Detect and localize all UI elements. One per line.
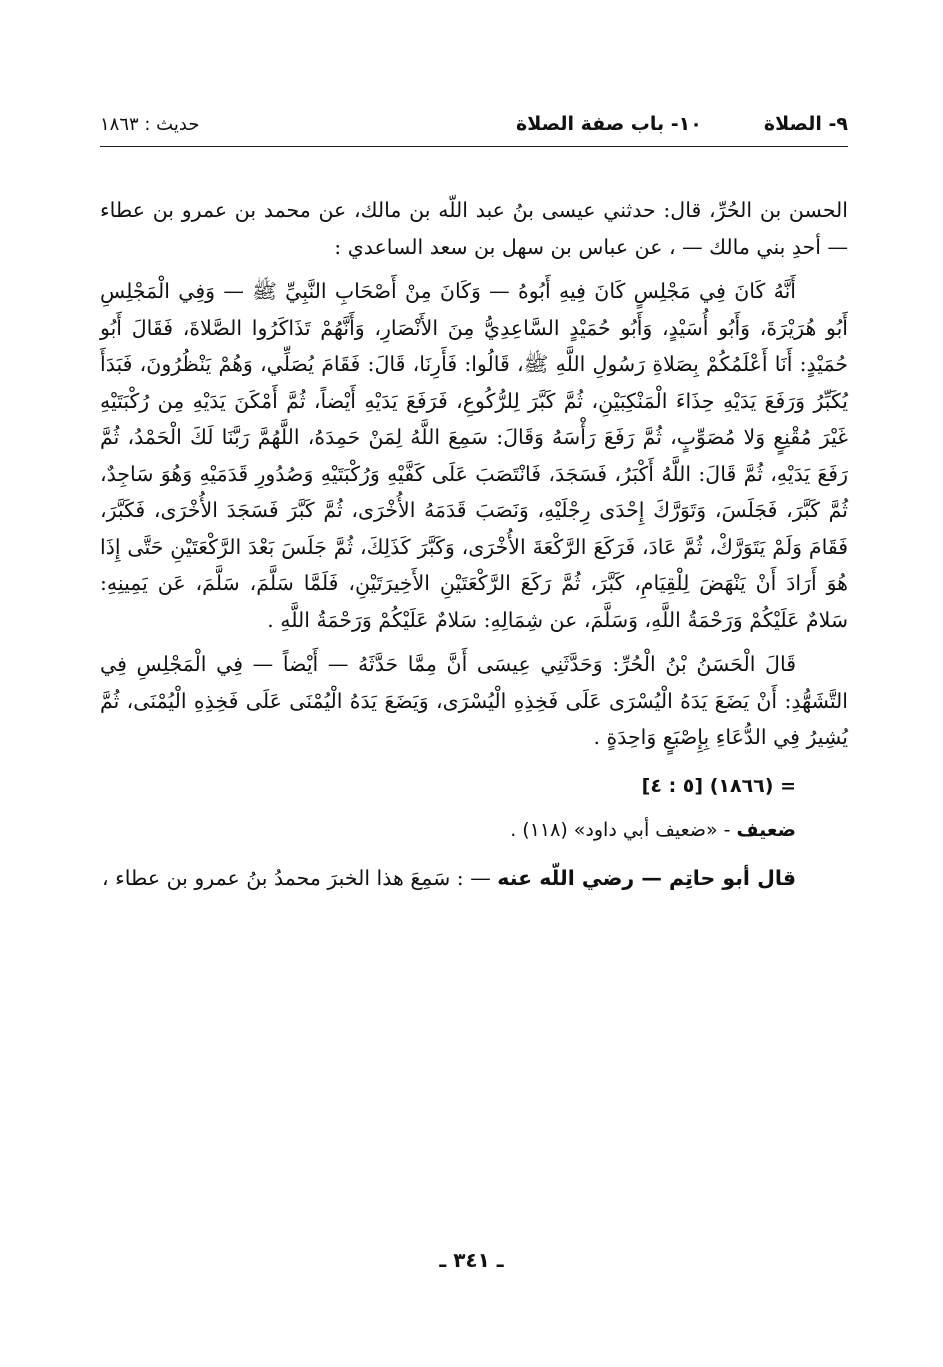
isnad-paragraph: الحسن بن الحُرِّ، قال: حدثني عيسى بنُ عبد اللّه بن مالك، عن محمد بن عمرو بن عطاء — أحدِ بني مالك — ، عن عباس بن سهل بن سعد الساعدي : <box>100 198 848 259</box>
header-divider <box>100 146 848 147</box>
final-line <box>100 860 848 896</box>
cross-reference: = (١٨٦٦) [٥ : ٤] <box>641 774 796 797</box>
second-report-paragraph: قَالَ الْحَسَنُ بْنُ الْحُرِّ: وَحَدَّثَنِي عِيسَى أَنَّ مِمَّا حَدَّثَهُ — أَيْضاً — فِي الْمَجْلِسِ فِي التَّشَهُّدِ: أَنْ يَضَعَ يَدَهُ الْيُسْرَى عَلَى فَخِذِهِ الْيُسْرَى، وَيَضَعَ يَدَهُ الْيُمْنَى عَلَى فَخِذِهِ الْيُمْنَى، ثُمَّ يُشِيرُ فِي الدُّعَاءِ بِإِصْبَعٍ وَاحِدَةٍ . <box>100 652 848 749</box>
hadith-number: حديث : ١٨٦٣ <box>100 113 200 135</box>
page-number: ـ ٣٤١ ـ <box>439 1248 504 1272</box>
matn-paragraph: أَنَّهُ كَانَ فِي مَجْلِسٍ كَانَ فِيهِ أَبُوهُ — وَكَانَ مِنْ أَصْحَابِ النَّبِيِّ ﷺ — وَفِي الْمَجْلِسِ أَبُو هُرَيْرَةَ، وَأَبُو أُسَيْدٍ، وَأَبُو حُمَيْدٍ السَّاعِدِيُّ مِنَ الأَنْصَارِ، وَأَنَّهُمْ تَذَاكَرُوا الصَّلاةَ، فَقَالَ أَبُو حُمَيْدٍ: أَنَا أَعْلَمُكُمْ بِصَلاةِ رَسُولِ اللَّهِ ﷺ، قَالُوا: فَأَرِنَا، قَالَ: فَقَامَ يُصَلِّي، وَهُمْ يَنْظُرُونَ، فَبَدَأَ يُكَبِّرُ وَرَفَعَ يَدَيْهِ حِذَاءَ الْمَنْكِبَيْنِ، ثُمَّ كَبَّرَ لِلرُّكُوعِ، فَرَفَعَ يَدَيْهِ أَيْضاً، ثُمَّ أَمْكَنَ يَدَيْهِ مِن رُكْبَتَيْهِ غَيْرَ مُقْنِعٍ وَلا مُصَوِّبٍ، ثُمَّ رَفَعَ رَأْسَهُ وَقَالَ: سَمِعَ اللَّهُ لِمَنْ حَمِدَهُ، اللَّهُمَّ رَبَّنَا لَكَ الْحَمْدُ، ثُمَّ رَفَعَ يَدَيْهِ، ثُمَّ قَالَ: اللَّهُ أَكْبَرُ، فَسَجَدَ، فَانْتَصَبَ عَلَى كَفَّيْهِ وَرُكْبَتَيْهِ وَصُدُورِ قَدَمَيْهِ وَهُوَ سَاجِدٌ، ثُمَّ كَبَّرَ، فَجَلَسَ، وَتَوَرَّكَ إِحْدَى رِجْلَيْهِ، وَنَصَبَ قَدَمَهُ الأُخْرَى، ثُمَّ كَبَّرَ فَسَجَدَ الأُخْرَى، فَكَبَّرَ، فَقَامَ وَلَمْ يَتَوَرَّكْ، ثُمَّ عَادَ، فَرَكَعَ الرَّكْعَةَ الأُخْرَى، وَكَبَّرَ كَذَلِكَ، ثُمَّ جَلَسَ بَعْدَ الرَّكْعَتَيْنِ حَتَّى إِذَا هُوَ أَرَادَ أَنْ يَنْهَضَ لِلْقِيَامِ، كَبَّرَ، ثُمَّ رَكَعَ الرَّكْعَتَيْنِ الأَخِيرَتَيْنِ، فَلَمَّا سَلَّمَ، سَلَّمَ، عَن يَمِينِهِ: سَلامٌ عَلَيْكُمْ وَرَحْمَةُ اللَّهِ، وَسَلَّمَ، عن شِمَالِهِ: سَلامٌ عَلَيْكُمْ وَرَحْمَةُ اللَّهِ . <box>100 279 848 632</box>
main-text <box>100 192 848 896</box>
header-titles <box>516 113 848 135</box>
grading-source: - «ضعيف أبي داود» (١١٨) . <box>510 818 731 841</box>
final-speaker: قال أبو حاتِم — رضي اللّه عنه <box>497 865 796 890</box>
final-text: — : سَمِعَ هذا الخبرَ محمدُ بنُ عمرو بن عطاء ، <box>101 865 491 890</box>
grading-line <box>100 808 848 852</box>
book-title: ٩- الصلاة <box>763 113 848 135</box>
grading-label: ضعيف <box>736 818 796 841</box>
chapter-title: ١٠- باب صفة الصلاة <box>516 113 702 135</box>
running-header <box>100 104 848 144</box>
